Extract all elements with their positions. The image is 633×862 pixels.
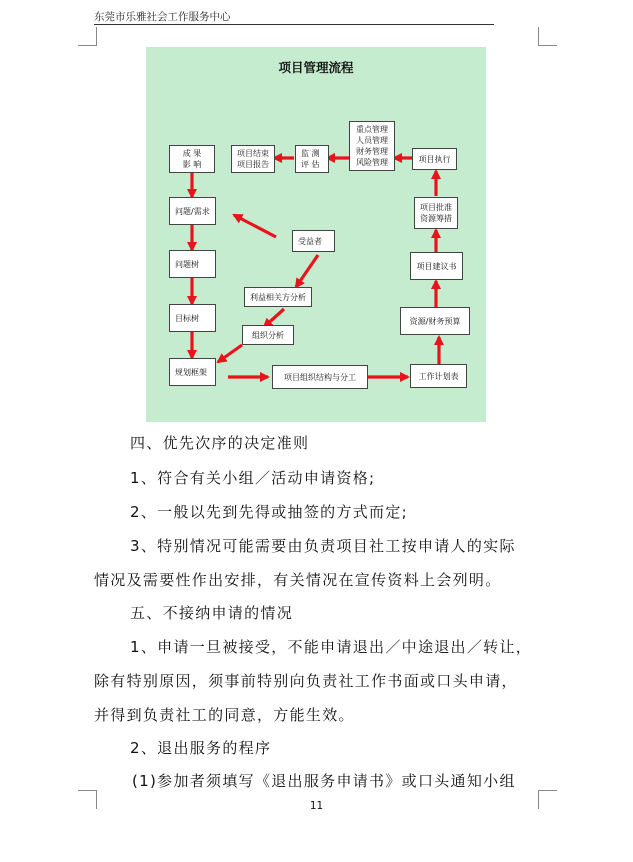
- page-number: 11: [309, 800, 324, 812]
- box-monitor: 监 测 评 估: [295, 145, 329, 173]
- box-approval: 项目批准 资源筹措: [414, 197, 458, 229]
- box-problem: 问题/需求: [169, 197, 216, 225]
- box-goal-tree: 目标树: [169, 304, 216, 332]
- box-execution: 项目执行: [412, 148, 457, 170]
- paragraph: 3、特别情况可能需要由负责项目社工按申请人的实际: [130, 537, 516, 555]
- box-framework: 规划框架: [169, 358, 216, 386]
- box-work-plan: 工作计划表: [410, 364, 467, 388]
- box-budget: 资源/财务预算: [400, 307, 470, 335]
- paragraph: 除有特别原因，须事前特别向负责社工作书面或口头申请，: [94, 672, 518, 690]
- project-flow-diagram: [146, 47, 486, 422]
- box-proposal: 项目建议书: [410, 252, 463, 280]
- box-beneficiary: 受益者: [292, 230, 335, 252]
- diagram-title: 项目管理流程: [278, 60, 354, 75]
- paragraph: 2、一般以先到先得或抽签的方式而定;: [130, 503, 408, 521]
- paragraph: 1、符合有关小组／活动申请资格;: [130, 469, 376, 487]
- document-header: 东莞市乐雅社会工作服务中心: [94, 11, 231, 23]
- crop-mark-top-left: [78, 27, 97, 46]
- section-heading-priority: 四、优先次序的决定准则: [130, 434, 310, 452]
- arrow-org-to-framework: [218, 345, 242, 362]
- crop-mark-top-right: [538, 27, 557, 46]
- paragraph: 1、申请一旦被接受，不能申请退出／中途退出／转让，: [130, 638, 533, 656]
- box-org-analysis: 组织分析: [242, 325, 294, 345]
- arrow-beneficiary-to-stakeholder: [296, 255, 318, 287]
- paragraph: 并得到负责社工的同意，方能生效。: [94, 706, 355, 724]
- box-problem-tree: 问题树: [169, 250, 216, 278]
- arrow-beneficiary-to-problem: [234, 215, 276, 237]
- box-management: 重点管理 人员管理 财务管理 风险管理: [349, 121, 395, 171]
- box-closing: 项目结束 项目报告: [231, 145, 275, 173]
- paragraph: (1)参加者须填写《退出服务申请书》或口头通知小组: [132, 772, 516, 790]
- box-outcome: 成 果 影 响: [169, 145, 215, 173]
- header-rule: [94, 24, 494, 25]
- paragraph: 2、退出服务的程序: [130, 739, 272, 757]
- box-org-structure: 项目组织结构与分工: [272, 365, 368, 389]
- paragraph: 情况及需要性作出安排，有关情况在宣传资料上会列明。: [94, 571, 502, 589]
- box-stakeholder-analysis: 利益相关方分析: [244, 287, 312, 307]
- section-heading-rejection: 五、不接纳申请的情况: [130, 604, 294, 622]
